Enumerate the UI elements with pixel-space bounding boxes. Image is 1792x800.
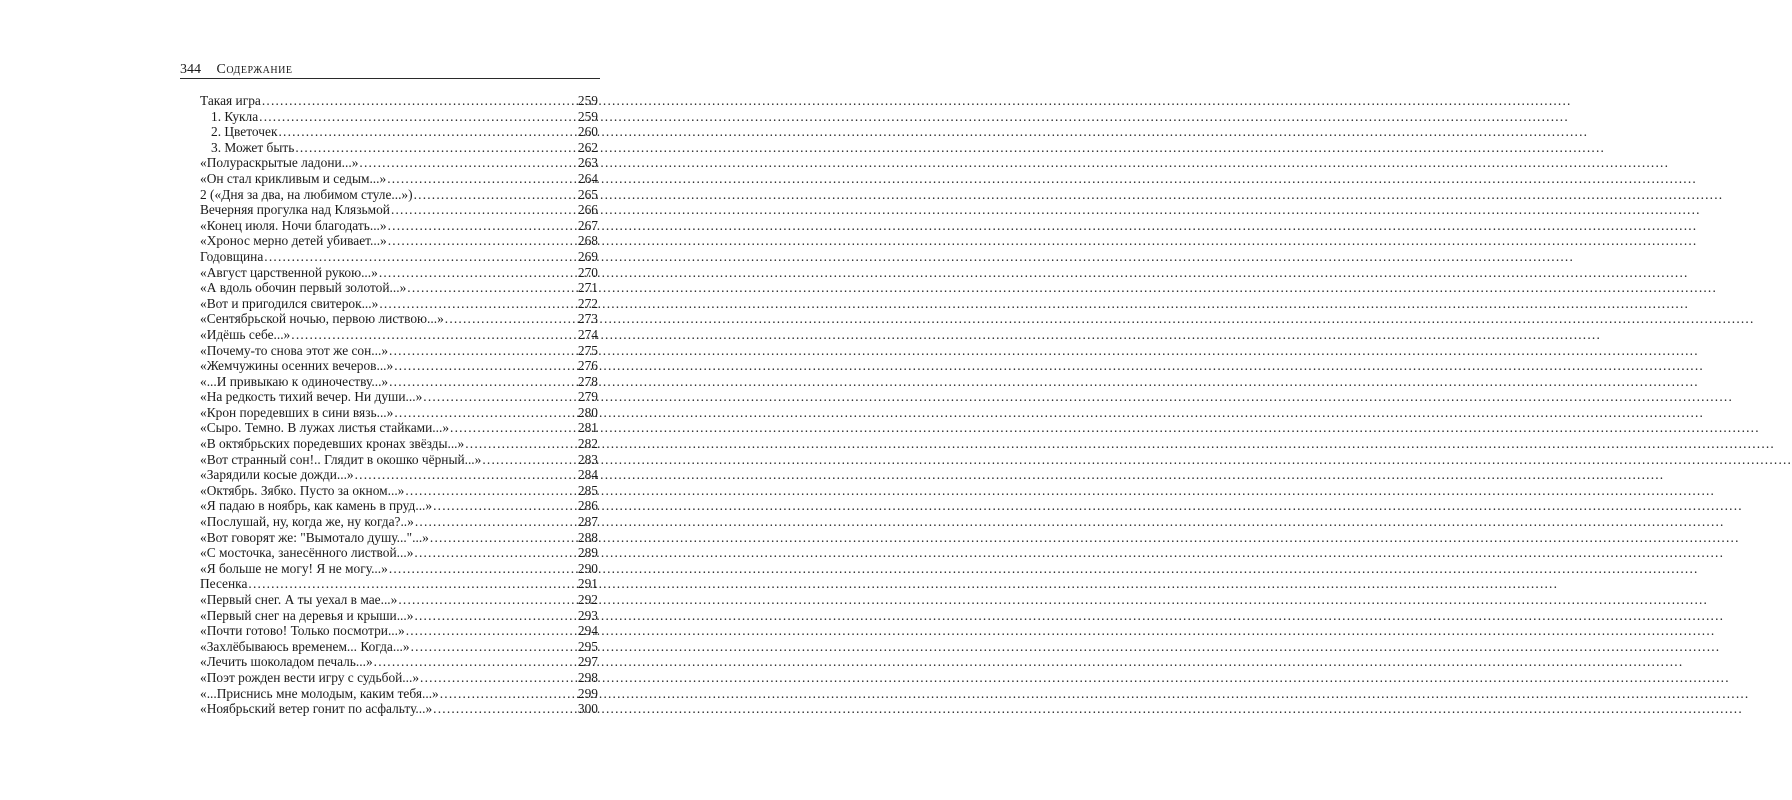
toc-dot-leader	[394, 405, 577, 421]
toc-entry-page: 287	[577, 514, 598, 530]
toc-dot-leader	[391, 202, 577, 218]
toc-entry-page: 290	[577, 560, 598, 576]
toc-entry-title: «Я падаю в ноябрь, как камень в пруд...»	[200, 498, 433, 514]
toc-entry	[200, 686, 598, 702]
toc-entry-title: «На редкость тихий вечер. Ни души...»	[200, 389, 423, 405]
toc-entry-title: «Первый снег на деревья и крыши...»	[200, 607, 414, 623]
toc-entry	[200, 452, 598, 468]
toc-entry	[200, 639, 598, 655]
toc-entry-title: «Первый снег. А ты уехал в мае...»	[200, 592, 398, 607]
toc-entry	[200, 109, 598, 125]
toc-entry-title: «Ноябрьский ветер гонит по асфальту...»	[200, 701, 433, 717]
toc-entry	[200, 140, 598, 156]
toc-entry	[200, 405, 598, 421]
toc-entry-page: 259	[577, 93, 598, 108]
toc-entry-page: 271	[577, 280, 598, 296]
toc-entry	[200, 608, 598, 624]
toc-entry-page: 292	[577, 592, 598, 607]
toc-entry-title: «Сыро. Темно. В лужах листья стайками...»	[200, 420, 450, 436]
toc-dot-leader	[414, 608, 576, 624]
toc-dot-leader	[359, 155, 577, 171]
toc-entry-page: 278	[577, 373, 598, 389]
toc-entry-title: «В октябрьских поредевших кронах звёзды...»	[200, 436, 465, 452]
toc-dot-leader	[355, 467, 577, 483]
toc-entry	[200, 701, 598, 717]
toc-entry-title: «Он стал крикливым и седым...»	[200, 170, 387, 186]
toc-entry-page: 294	[577, 623, 598, 639]
toc-entry-page: 267	[577, 217, 598, 233]
toc-entry	[200, 358, 598, 374]
toc-entry	[200, 576, 598, 592]
toc-dot-leader	[278, 124, 576, 140]
toc-dot-leader	[387, 171, 577, 187]
toc-dot-leader	[420, 670, 577, 686]
toc-dot-leader	[406, 623, 577, 639]
toc-dot-leader	[415, 514, 577, 530]
toc-entry-page: 299	[577, 685, 598, 701]
toc-entry	[200, 389, 598, 405]
toc-entry-title: «Послушай, ну, когда же, ну когда?..»	[200, 514, 414, 530]
toc-entry	[200, 296, 598, 312]
toc-entry-title: Вечерняя прогулка над Клязьмой	[200, 202, 390, 218]
toc-dot-leader	[291, 327, 577, 343]
toc-entry-page: 289	[577, 545, 598, 561]
toc-entry-page: 295	[577, 638, 598, 654]
toc-entry-title: «Сентябрьской ночью, первою листвою...»	[200, 311, 444, 327]
toc-entry-title: «Август царственной рукою...»	[200, 264, 378, 280]
toc-entry	[200, 202, 598, 218]
toc-entry	[200, 171, 598, 187]
toc-dot-leader	[482, 452, 577, 468]
toc-entry-title: «Поэт рожден вести игру с судьбой...»	[200, 669, 420, 685]
toc-entry-title: «Вот и пригодился свитерок...»	[200, 295, 379, 311]
toc-entry-title: «Конец июля. Ночи благодать...»	[200, 217, 387, 233]
toc-dot-leader	[259, 109, 577, 125]
toc-dot-leader	[262, 93, 577, 109]
toc-entry	[200, 187, 598, 203]
toc-entry-page: 288	[577, 529, 598, 545]
toc-entry	[200, 343, 598, 359]
toc-entry-title: «Октябрь. Зябко. Пусто за окном...»	[200, 482, 405, 498]
toc-entry	[200, 467, 598, 483]
toc-entry-page: 273	[577, 311, 598, 327]
toc-entry-title: Такая игра	[200, 93, 261, 108]
toc-entry-title: «С мосточка, занесённого листвой...»	[200, 545, 414, 561]
toc-dot-leader	[295, 140, 577, 156]
toc-entry-title: «...И привыкаю к одиночеству...»	[200, 373, 389, 389]
toc-entry-page: 260	[577, 124, 598, 140]
toc-entry-title: «А вдоль обочин первый золотой...»	[200, 280, 407, 296]
toc-entry-title: «Крон поредевших в сини вязь...»	[200, 404, 394, 420]
toc-entry	[200, 327, 598, 343]
toc-dot-leader	[388, 233, 577, 249]
toc-entry-title: «Почти готово! Только посмотри...»	[200, 623, 405, 639]
toc-entry-page: 265	[577, 186, 598, 202]
toc-entry	[200, 265, 598, 281]
toc-entry-page: 270	[577, 264, 598, 280]
toc-entry	[200, 670, 598, 686]
toc-dot-leader	[379, 296, 577, 312]
toc-entry-page: 262	[577, 139, 598, 155]
section-title: Содержание	[216, 62, 293, 77]
toc-entry	[200, 498, 598, 514]
toc-entry-page: 269	[577, 248, 598, 264]
toc-entry	[200, 233, 598, 249]
toc-dot-leader	[450, 420, 577, 436]
toc-entry	[200, 561, 598, 577]
book-page	[0, 0, 800, 800]
toc-entry	[200, 436, 598, 452]
toc-entry-title: «...Приснись мне молодым, каким тебя...»	[200, 685, 439, 701]
toc-entry-title: «Полураскрытые ладони...»	[200, 155, 359, 171]
toc-entry-page: 285	[577, 482, 598, 498]
toc-entry	[200, 280, 598, 296]
toc-entry	[200, 545, 598, 561]
toc-dot-leader	[389, 343, 577, 359]
toc-dot-leader	[433, 498, 577, 514]
toc-entry-page: 276	[577, 358, 598, 374]
toc-dot-leader	[414, 545, 577, 561]
toc-entry	[200, 514, 598, 530]
toc-entry-page: 284	[577, 467, 598, 483]
toc-entry	[200, 592, 598, 608]
toc-entry	[200, 155, 598, 171]
toc-entry-page: 266	[577, 202, 598, 218]
toc-entry-page: 279	[577, 389, 598, 405]
toc-entry	[200, 374, 598, 390]
toc-entry-page: 281	[577, 420, 598, 436]
toc-entry	[200, 530, 598, 546]
toc-entry-title: Годовщина	[200, 248, 264, 264]
toc-entry-title: 1. Кукла	[211, 108, 259, 124]
toc-entry-title: «Зарядили косые дожди...»	[200, 467, 354, 483]
toc-entry-title: «Идёшь себе...»	[200, 326, 291, 342]
toc-entry-title: «Жемчужины осенних вечеров...»	[200, 358, 394, 374]
toc-entry-title: «Я больше не могу! Я не могу...»	[200, 560, 388, 576]
toc-dot-leader	[388, 218, 577, 234]
toc-entry-page: 268	[577, 233, 598, 249]
toc-entry	[200, 654, 598, 670]
toc-entry-page: 297	[577, 654, 598, 670]
toc-entry-page: 283	[577, 451, 598, 467]
header-rule	[180, 78, 600, 79]
toc-dot-leader	[389, 561, 577, 577]
toc-dot-leader	[433, 701, 577, 717]
toc-dot-leader	[398, 592, 577, 608]
toc-entry-title: «Захлёбываюсь временем... Когда...»	[200, 638, 410, 654]
toc-dot-leader	[405, 483, 577, 499]
toc-entry	[200, 218, 598, 234]
toc-dot-leader	[394, 358, 577, 374]
toc-entry-page: 291	[577, 576, 598, 592]
toc-dot-leader	[248, 576, 576, 592]
toc-entry-page: 274	[577, 326, 598, 342]
toc-dot-leader	[423, 389, 577, 405]
toc-dot-leader	[389, 374, 577, 390]
toc-entry-page: 280	[577, 404, 598, 420]
toc-entry-page: 298	[577, 669, 598, 685]
toc-dot-leader	[374, 654, 577, 670]
toc-dot-leader	[407, 280, 577, 296]
toc-entry-page: 275	[577, 342, 598, 358]
toc-entry	[200, 124, 598, 140]
toc-entry-title: 2 («Дня за два, на любимом стуле...»)	[200, 186, 413, 202]
toc-dot-leader	[440, 686, 577, 702]
toc-dot-leader	[430, 530, 577, 546]
toc-entry-page: 293	[577, 607, 598, 623]
toc-entry-page: 282	[577, 436, 598, 452]
toc-entry	[200, 420, 598, 436]
toc-entry-title: 3. Может быть	[211, 139, 295, 155]
toc-dot-leader	[414, 187, 577, 203]
toc-dot-leader	[264, 249, 577, 265]
toc-entry-title: 2. Цветочек	[211, 124, 278, 140]
toc-entry-page: 259	[577, 108, 598, 124]
toc-entry-title: «Хронос мерно детей убивает...»	[200, 233, 387, 249]
toc-entry-page: 300	[577, 701, 598, 717]
toc-entry	[200, 483, 598, 499]
toc-dot-leader	[411, 639, 577, 655]
toc-entry	[200, 311, 598, 327]
toc-entry	[200, 623, 598, 639]
toc-entry-page: 263	[577, 155, 598, 171]
toc-entry-title: «Вот говорят же: "Вымотало душу..."...»	[200, 529, 429, 545]
toc-entry-page: 264	[577, 170, 598, 186]
toc-entry	[200, 249, 598, 265]
page-number: 344	[180, 62, 201, 77]
toc-entry-title: «Лечить шоколадом печаль...»	[200, 654, 373, 670]
toc-dot-leader	[465, 436, 577, 452]
toc-entry-title: «Почему-то снова этот же сон...»	[200, 342, 389, 358]
toc-entry-page: 272	[577, 295, 598, 311]
toc-dot-leader	[445, 311, 577, 327]
toc-entry	[200, 93, 598, 109]
toc-dot-leader	[379, 265, 577, 281]
table-of-contents	[200, 93, 598, 717]
toc-entry-title: «Вот странный сон!.. Глядит в окошко чёрный...»	[200, 451, 482, 467]
toc-entry-page: 286	[577, 498, 598, 514]
toc-entry-title: Песенка	[200, 576, 248, 592]
